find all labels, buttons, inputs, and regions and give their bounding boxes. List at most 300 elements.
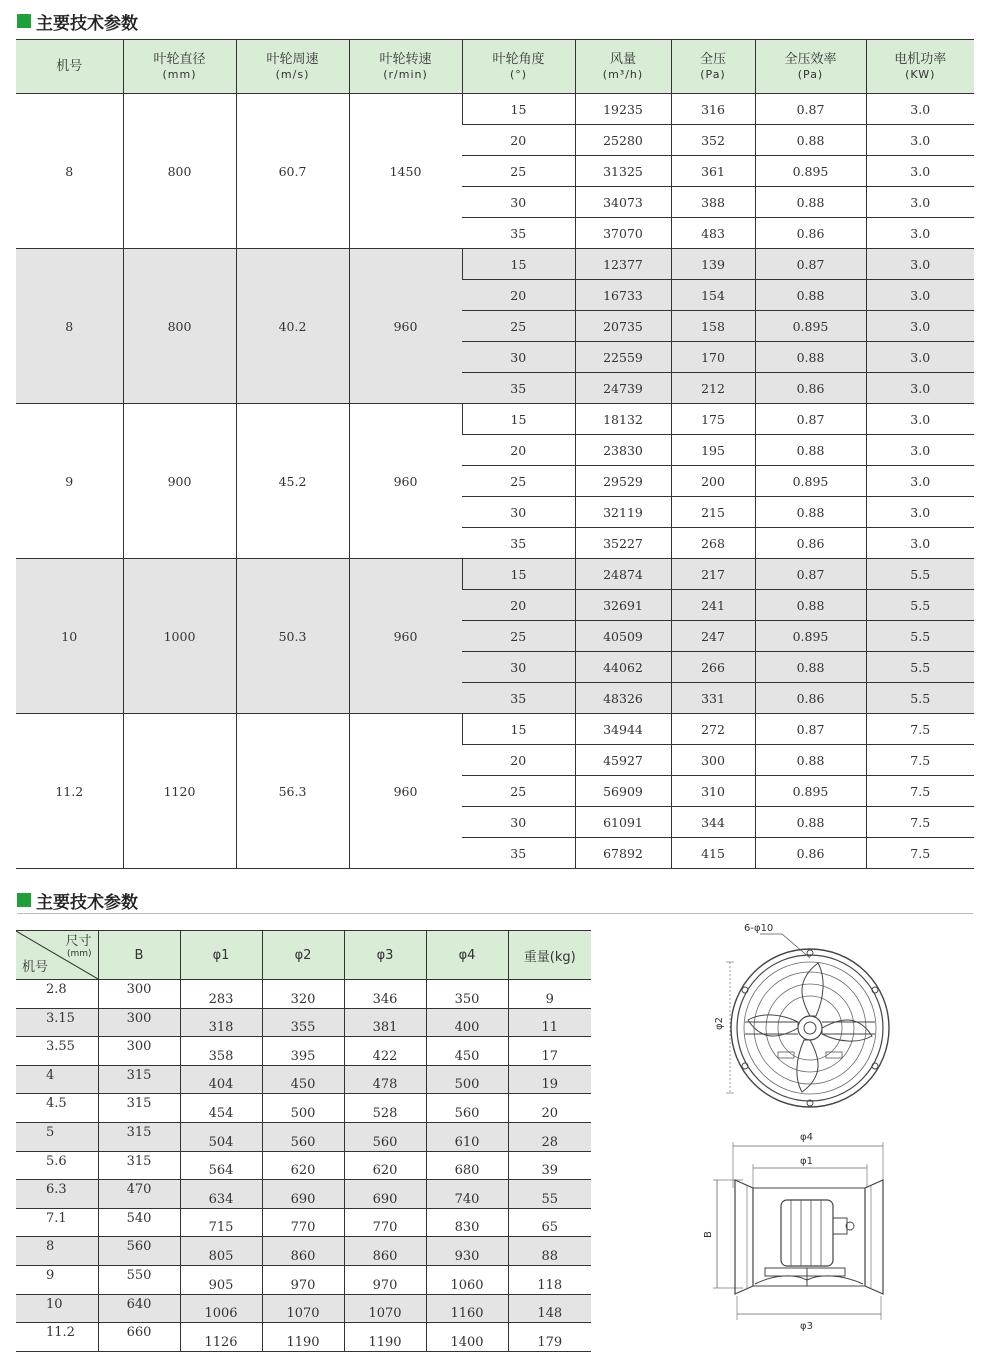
table-cell: 478 (344, 1065, 426, 1094)
table-cell: 320 (262, 980, 344, 1009)
table-cell: 48326 (575, 683, 671, 714)
table-cell: 300 (98, 980, 180, 1009)
table-cell: 3.0 (866, 435, 974, 466)
table-row (16, 94, 974, 125)
group-model: 10 (16, 559, 123, 714)
group-diameter: 1000 (123, 559, 236, 714)
table-cell: 860 (262, 1237, 344, 1266)
table-cell: 25 (462, 466, 575, 497)
table-cell: 118 (508, 1265, 591, 1294)
table-cell: 690 (262, 1180, 344, 1209)
header-cell: φ4 (426, 931, 508, 980)
table-cell: 40509 (575, 621, 671, 652)
group-model: 8 (16, 94, 123, 249)
header-unit: (°) (509, 67, 528, 81)
table-cell: 5 (16, 1122, 98, 1151)
table-cell: 45927 (575, 745, 671, 776)
table-cell: 20735 (575, 311, 671, 342)
table-cell: 266 (671, 652, 755, 683)
table-cell: 1070 (262, 1294, 344, 1323)
table-cell: 770 (344, 1208, 426, 1237)
table-cell: 400 (426, 1008, 508, 1037)
header-cell: φ1 (180, 931, 262, 980)
table-cell: 0.86 (755, 838, 866, 869)
table-cell: 3.0 (866, 218, 974, 249)
table-cell: 11.2 (16, 1323, 98, 1352)
table-cell: 0.88 (755, 342, 866, 373)
table-cell: 3.0 (866, 466, 974, 497)
table-cell: 0.88 (755, 497, 866, 528)
header-cell (16, 40, 123, 94)
table-cell: 361 (671, 156, 755, 187)
table-cell: 5.6 (16, 1151, 98, 1180)
table-cell: 3.0 (866, 404, 974, 435)
header-cell (575, 40, 671, 94)
table-cell: 504 (180, 1122, 262, 1151)
header-unit: (Pa) (700, 67, 726, 81)
table-cell: 215 (671, 497, 755, 528)
table-cell: 25 (462, 776, 575, 807)
table-cell: 310 (671, 776, 755, 807)
section2-divider (17, 913, 973, 914)
header-label: 全压 (699, 51, 726, 67)
b-label: B (703, 1231, 714, 1238)
table-cell: 0.88 (755, 125, 866, 156)
table-cell: 15 (462, 94, 575, 125)
table-cell: 388 (671, 187, 755, 218)
group-model: 11.2 (16, 714, 123, 869)
table-cell: 29529 (575, 466, 671, 497)
table-cell: 35 (462, 838, 575, 869)
table-cell: 3.0 (866, 342, 974, 373)
table-cell: 20 (462, 745, 575, 776)
table-cell: 25 (462, 156, 575, 187)
table-cell: 0.88 (755, 652, 866, 683)
table-cell: 1060 (426, 1265, 508, 1294)
table-cell: 454 (180, 1094, 262, 1123)
table-cell: 3.0 (866, 156, 974, 187)
table-cell: 3.0 (866, 125, 974, 156)
table-cell: 0.88 (755, 807, 866, 838)
table-cell: 20 (462, 590, 575, 621)
table-cell: 15 (462, 404, 575, 435)
table-cell: 860 (344, 1237, 426, 1266)
table-cell: 20 (462, 435, 575, 466)
header-cell: φ2 (262, 931, 344, 980)
table-cell: 3.0 (866, 311, 974, 342)
group-tip-speed: 56.3 (236, 714, 349, 869)
table-cell: 0.86 (755, 683, 866, 714)
table-cell: 8 (16, 1237, 98, 1266)
table-cell: 88 (508, 1237, 591, 1266)
table-cell: 20 (508, 1094, 591, 1123)
table-row (16, 1180, 591, 1209)
table-cell: 315 (98, 1151, 180, 1180)
table-row (16, 1122, 591, 1151)
table-cell: 5.5 (866, 621, 974, 652)
table-row (16, 1008, 591, 1037)
table-cell: 18132 (575, 404, 671, 435)
group-diameter: 900 (123, 404, 236, 559)
table-row (16, 1323, 591, 1352)
table-row (16, 1065, 591, 1094)
table-cell: 283 (180, 980, 262, 1009)
fan-front-view-drawing (700, 918, 900, 1113)
group-rpm: 960 (349, 714, 462, 869)
table-cell: 25 (462, 621, 575, 652)
table-cell: 24874 (575, 559, 671, 590)
table-cell: 346 (344, 980, 426, 1009)
table-cell: 15 (462, 559, 575, 590)
table-cell: 44062 (575, 652, 671, 683)
table-cell: 19235 (575, 94, 671, 125)
table-cell: 470 (98, 1180, 180, 1209)
table-cell: 139 (671, 249, 755, 280)
table-cell: 0.86 (755, 373, 866, 404)
header-cell (462, 40, 575, 94)
table-cell: 300 (671, 745, 755, 776)
table-cell: 25280 (575, 125, 671, 156)
dimensions-table (16, 930, 591, 1352)
table-cell: 19 (508, 1065, 591, 1094)
table-cell: 0.88 (755, 435, 866, 466)
table-cell: 0.87 (755, 559, 866, 590)
table-cell: 528 (344, 1094, 426, 1123)
table-cell: 0.88 (755, 280, 866, 311)
table-cell: 680 (426, 1151, 508, 1180)
table-cell: 212 (671, 373, 755, 404)
group-rpm: 960 (349, 559, 462, 714)
header-label: 全压效率 (784, 51, 837, 67)
table-cell: 56909 (575, 776, 671, 807)
header-label: 电机功率 (894, 51, 947, 67)
table-row (16, 1208, 591, 1237)
table-cell: 23830 (575, 435, 671, 466)
table-cell: 540 (98, 1208, 180, 1237)
table-cell: 3.0 (866, 187, 974, 218)
table-cell: 660 (98, 1323, 180, 1352)
table-cell: 35 (462, 683, 575, 714)
table-cell: 690 (344, 1180, 426, 1209)
table-cell: 422 (344, 1037, 426, 1066)
table-cell: 560 (98, 1237, 180, 1266)
table-cell: 34944 (575, 714, 671, 745)
table-cell: 30 (462, 807, 575, 838)
table-cell: 3.0 (866, 280, 974, 311)
phi2-label: φ2 (714, 1017, 725, 1030)
corner-model-label: 机号 (22, 960, 49, 975)
table-row (16, 1037, 591, 1066)
table-cell: 404 (180, 1065, 262, 1094)
bolt-hole-label: 6-φ10 (744, 923, 774, 934)
table-row (16, 1094, 591, 1123)
header-label: 叶轮转速 (379, 51, 432, 67)
section1-title: 主要技术参数 (17, 10, 138, 32)
table-cell: 0.87 (755, 714, 866, 745)
table-cell: 7.5 (866, 714, 974, 745)
table-cell: 11 (508, 1008, 591, 1037)
table-cell: 905 (180, 1265, 262, 1294)
header-cell (349, 40, 462, 94)
table-cell: 1190 (344, 1323, 426, 1352)
table-row (16, 1265, 591, 1294)
table-cell: 30 (462, 187, 575, 218)
table-cell: 37070 (575, 218, 671, 249)
header-cell (236, 40, 349, 94)
table-cell: 0.895 (755, 466, 866, 497)
table-cell: 331 (671, 683, 755, 714)
main-parameters-table (16, 39, 974, 869)
table-cell: 560 (262, 1122, 344, 1151)
header-cell (671, 40, 755, 94)
table-cell: 350 (426, 980, 508, 1009)
table-cell: 179 (508, 1323, 591, 1352)
table-cell: 634 (180, 1180, 262, 1209)
table-cell: 318 (180, 1008, 262, 1037)
table-cell: 35227 (575, 528, 671, 559)
table-cell: 450 (426, 1037, 508, 1066)
header-cell (755, 40, 866, 94)
table-cell: 7.5 (866, 745, 974, 776)
table-cell: 805 (180, 1237, 262, 1266)
table-cell: 0.86 (755, 218, 866, 249)
table-cell: 22559 (575, 342, 671, 373)
header-unit: (mm) (162, 67, 197, 81)
table-cell: 830 (426, 1208, 508, 1237)
corner-dimension-label: 尺寸 (mm) (65, 934, 92, 959)
table-cell: 640 (98, 1294, 180, 1323)
header-label: 叶轮直径 (153, 51, 206, 67)
table-cell: 4.5 (16, 1094, 98, 1123)
table-row (16, 404, 974, 435)
table-cell: 15 (462, 249, 575, 280)
table-cell: 17 (508, 1037, 591, 1066)
table-cell: 158 (671, 311, 755, 342)
table-cell: 3.0 (866, 497, 974, 528)
table-cell: 620 (344, 1151, 426, 1180)
group-tip-speed: 60.7 (236, 94, 349, 249)
table-cell: 32119 (575, 497, 671, 528)
green-square-icon (17, 893, 31, 907)
table-cell: 247 (671, 621, 755, 652)
table-cell: 0.88 (755, 745, 866, 776)
table-cell: 0.87 (755, 404, 866, 435)
group-diameter: 800 (123, 249, 236, 404)
table-cell: 30 (462, 342, 575, 373)
table-row (16, 1294, 591, 1323)
header-unit: (Pa) (797, 67, 824, 81)
phi1-label: φ1 (800, 1156, 813, 1167)
table-cell: 9 (16, 1265, 98, 1294)
header-label: 叶轮周速 (266, 51, 319, 67)
group-diameter: 1120 (123, 714, 236, 869)
table-cell: 1006 (180, 1294, 262, 1323)
header-unit: (r/min) (383, 67, 428, 81)
table-cell: 272 (671, 714, 755, 745)
table-row (16, 1151, 591, 1180)
table-cell: 395 (262, 1037, 344, 1066)
table-cell: 32691 (575, 590, 671, 621)
table-cell: 970 (344, 1265, 426, 1294)
table-cell: 560 (426, 1094, 508, 1123)
table-cell: 550 (98, 1265, 180, 1294)
table-cell: 200 (671, 466, 755, 497)
table-cell: 344 (671, 807, 755, 838)
table-cell: 3.0 (866, 94, 974, 125)
table-cell: 7.5 (866, 838, 974, 869)
table-cell: 10 (16, 1294, 98, 1323)
table-cell: 12377 (575, 249, 671, 280)
header-cell: B (98, 931, 180, 980)
table-cell: 2.8 (16, 980, 98, 1009)
table-cell: 450 (262, 1065, 344, 1094)
table-row (16, 1237, 591, 1266)
table-cell: 5.5 (866, 590, 974, 621)
group-tip-speed: 45.2 (236, 404, 349, 559)
table-cell: 30 (462, 652, 575, 683)
table-cell: 3.0 (866, 249, 974, 280)
table-cell: 0.88 (755, 187, 866, 218)
table-cell: 268 (671, 528, 755, 559)
table-cell: 1190 (262, 1323, 344, 1352)
table-cell: 352 (671, 125, 755, 156)
table-cell: 0.86 (755, 528, 866, 559)
table-cell: 1400 (426, 1323, 508, 1352)
table-cell: 175 (671, 404, 755, 435)
table-cell: 0.895 (755, 156, 866, 187)
header-cell: φ3 (344, 931, 426, 980)
table-cell: 5.5 (866, 652, 974, 683)
table-cell: 930 (426, 1237, 508, 1266)
group-rpm: 960 (349, 249, 462, 404)
phi3-label: φ3 (800, 1321, 813, 1332)
table-cell: 195 (671, 435, 755, 466)
header-label: 机号 (56, 59, 83, 74)
table-cell: 3.15 (16, 1008, 98, 1037)
table-cell: 0.87 (755, 94, 866, 125)
table-cell: 24739 (575, 373, 671, 404)
table-cell: 67892 (575, 838, 671, 869)
table-cell: 65 (508, 1208, 591, 1237)
table-cell: 483 (671, 218, 755, 249)
fan-side-view-drawing (695, 1128, 895, 1333)
table-cell: 0.895 (755, 776, 866, 807)
section2-title: 主要技术参数 (17, 889, 138, 911)
table-cell: 500 (426, 1065, 508, 1094)
table-cell: 20 (462, 125, 575, 156)
table-cell: 316 (671, 94, 755, 125)
table-cell: 0.87 (755, 249, 866, 280)
header-cell (866, 40, 974, 94)
table-cell: 770 (262, 1208, 344, 1237)
table-cell: 3.0 (866, 373, 974, 404)
group-diameter: 800 (123, 94, 236, 249)
table-cell: 6.3 (16, 1180, 98, 1209)
table-cell: 560 (344, 1122, 426, 1151)
table-cell: 315 (98, 1065, 180, 1094)
header-label: 风量 (609, 51, 636, 67)
table-cell: 28 (508, 1122, 591, 1151)
table-cell: 0.895 (755, 311, 866, 342)
table-cell: 34073 (575, 187, 671, 218)
table-cell: 25 (462, 311, 575, 342)
group-model: 9 (16, 404, 123, 559)
table-cell: 1126 (180, 1323, 262, 1352)
table-cell: 4 (16, 1065, 98, 1094)
table-cell: 31325 (575, 156, 671, 187)
header-unit: (m³/h) (602, 67, 644, 81)
table-cell: 39 (508, 1151, 591, 1180)
table-row (16, 980, 591, 1009)
table-cell: 30 (462, 497, 575, 528)
table-cell: 564 (180, 1151, 262, 1180)
table-cell: 7.5 (866, 807, 974, 838)
table-cell: 620 (262, 1151, 344, 1180)
header-cell (123, 40, 236, 94)
table-cell: 500 (262, 1094, 344, 1123)
green-square-icon (17, 14, 31, 28)
table-cell: 35 (462, 373, 575, 404)
table-cell: 154 (671, 280, 755, 311)
table-cell: 1160 (426, 1294, 508, 1323)
table-cell: 15 (462, 714, 575, 745)
table-cell: 241 (671, 590, 755, 621)
table-row (16, 714, 974, 745)
table-cell: 16733 (575, 280, 671, 311)
table-cell: 970 (262, 1265, 344, 1294)
table-cell: 381 (344, 1008, 426, 1037)
table-cell: 5.5 (866, 683, 974, 714)
header-unit: (m/s) (275, 67, 310, 81)
table-cell: 355 (262, 1008, 344, 1037)
table-cell: 715 (180, 1208, 262, 1237)
table-cell: 55 (508, 1180, 591, 1209)
table-cell: 20 (462, 280, 575, 311)
corner-header (16, 931, 98, 980)
table-cell: 5.5 (866, 559, 974, 590)
table-cell: 170 (671, 342, 755, 373)
table-cell: 148 (508, 1294, 591, 1323)
table-cell: 0.895 (755, 621, 866, 652)
group-rpm: 960 (349, 404, 462, 559)
table-cell: 315 (98, 1094, 180, 1123)
table-cell: 3.55 (16, 1037, 98, 1066)
table-cell: 61091 (575, 807, 671, 838)
table-cell: 9 (508, 980, 591, 1009)
table-cell: 0.88 (755, 590, 866, 621)
table-cell: 315 (98, 1122, 180, 1151)
table-cell: 35 (462, 528, 575, 559)
table-cell: 740 (426, 1180, 508, 1209)
table-cell: 415 (671, 838, 755, 869)
table-cell: 300 (98, 1037, 180, 1066)
table-cell: 217 (671, 559, 755, 590)
header-label: 叶轮角度 (492, 51, 545, 67)
group-rpm: 1450 (349, 94, 462, 249)
header-cell: 重量(kg) (508, 931, 591, 980)
table-row (16, 559, 974, 590)
group-tip-speed: 50.3 (236, 559, 349, 714)
phi4-label: φ4 (800, 1132, 813, 1143)
table-cell: 610 (426, 1122, 508, 1151)
table-cell: 7.1 (16, 1208, 98, 1237)
table-cell: 1070 (344, 1294, 426, 1323)
table-cell: 300 (98, 1008, 180, 1037)
header-unit: (KW) (905, 67, 936, 81)
group-tip-speed: 40.2 (236, 249, 349, 404)
table-cell: 7.5 (866, 776, 974, 807)
table-cell: 358 (180, 1037, 262, 1066)
